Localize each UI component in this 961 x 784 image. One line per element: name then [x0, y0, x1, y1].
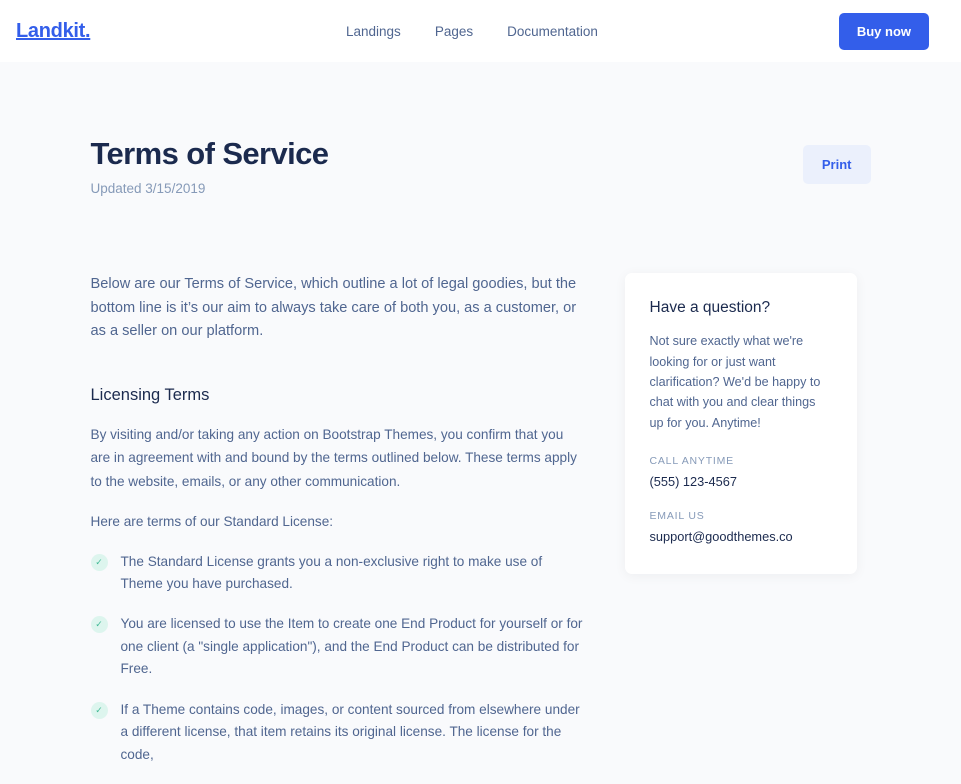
check-icon: ✓ [91, 702, 108, 719]
nav-item-documentation[interactable]: Documentation [507, 23, 598, 39]
terms-side-column [625, 273, 857, 574]
page-title: Terms of Service [90, 136, 329, 171]
list-item [91, 613, 583, 680]
check-icon: ✓ [91, 554, 108, 571]
page-header-text [91, 135, 329, 196]
licensing-paragraph-1: By visiting and/or taking any action on Bootstrap Themes, you confirm that you are in agreement with and bound by the terms outlined below. These terms apply to the website, emails, or any other communication. [90, 427, 577, 489]
list-item [91, 699, 583, 766]
navbar [0, 0, 961, 62]
buy-now-button[interactable]: Buy now [839, 13, 929, 50]
page-body [0, 62, 961, 784]
standard-license-list [91, 551, 583, 766]
section-heading-licensing: Licensing Terms [90, 386, 210, 405]
intro-paragraph: Below are our Terms of Service, which outline a lot of legal goodies, but the bottom line is it’s our aim to always take care of both you, as a customer, or as a seller on our platform. [90, 276, 577, 340]
call-anytime-label: CALL ANYTIME [649, 455, 734, 468]
print-button[interactable]: Print [803, 145, 871, 184]
licensing-paragraph-2: Here are terms of our Standard License: [90, 514, 334, 530]
nav-item-pages[interactable]: Pages [434, 23, 474, 39]
page-header [91, 62, 871, 196]
content-container [91, 62, 871, 784]
list-item-text: If a Theme contains code, images, or content sourced from elsewhere under a different license, that item retains its original license. The license for the code, [120, 701, 580, 762]
check-icon: ✓ [91, 616, 108, 633]
email-us-label: EMAIL US [649, 510, 705, 523]
navbar-actions [839, 13, 929, 50]
content-row [91, 273, 871, 784]
brand-logo[interactable]: Landkit. [16, 19, 91, 42]
page-updated-date: Updated 3/15/2019 [90, 181, 206, 197]
list-item [91, 551, 583, 596]
terms-main-column [91, 273, 583, 784]
list-item-text: You are licensed to use the Item to create one End Product for yourself or for one client (a "single application"), and the End Product can be distributed for Free. [120, 616, 583, 677]
list-item-text: The Standard License grants you a non-exclusive right to make use of Theme you have purchased. [120, 553, 543, 592]
question-card-text: Not sure exactly what we're looking for or just want clarification? We'd be happy to chat with you and clear things up for you. Anytime! [649, 334, 821, 430]
phone-number[interactable]: (555) 123-4567 [649, 474, 738, 490]
email-address[interactable]: support@goodthemes.co [649, 529, 793, 545]
question-card-title: Have a question? [649, 299, 771, 317]
nav-item-landings[interactable]: Landings [346, 23, 401, 39]
primary-nav [346, 24, 839, 39]
question-card [625, 273, 857, 574]
